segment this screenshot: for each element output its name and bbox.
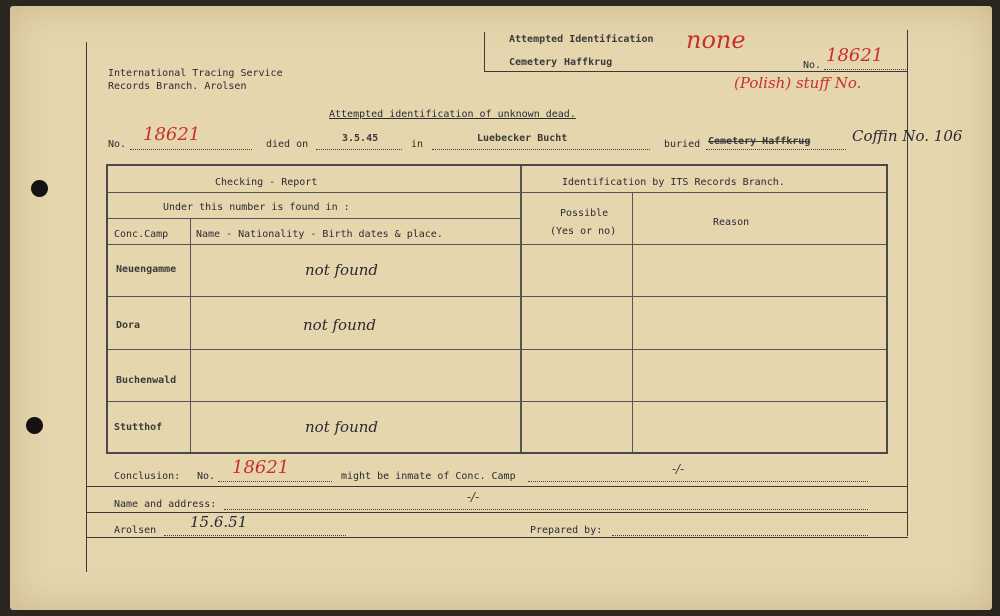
row-camp-4: Stutthof [114, 422, 163, 433]
arolsen-label: Arolsen [114, 525, 157, 536]
left-margin-line [86, 42, 87, 572]
cemetery-value: Haffkrug [564, 57, 613, 68]
record-no-dots [130, 149, 252, 150]
org-name: International Tracing Service [108, 68, 283, 79]
table-row-divider-3 [108, 401, 886, 402]
col-reason-header: Reason [713, 217, 750, 228]
row-camp-3: Buchenwald [116, 375, 177, 386]
in-dots [432, 149, 650, 150]
buried-dots [706, 149, 846, 150]
name-address-dots [224, 509, 868, 510]
row-camp-2: Dora [116, 320, 141, 331]
attempted-identification-value: none [686, 26, 746, 54]
table-row-divider-1 [108, 296, 886, 297]
id-box-left-line [484, 32, 485, 72]
conclusion-no-label: No. [197, 471, 216, 482]
died-on-label: died on [266, 139, 309, 150]
header-no-value: 18621 [826, 45, 884, 66]
col-name-header: Name - Nationality - Birth dates & place. [196, 229, 443, 240]
cemetery-label: Cemetery [509, 57, 558, 68]
found-in-header: Under this number is found in : [163, 202, 350, 213]
punch-hole-bottom [26, 417, 43, 434]
record-no-value: 18621 [143, 124, 201, 145]
id-box-bottom-line [484, 71, 908, 72]
right-margin-line [907, 30, 908, 536]
row-camp-1: Neuengamme [116, 264, 177, 275]
org-branch: Records Branch. Arolsen [108, 81, 247, 92]
prepared-by-dots [612, 535, 868, 536]
inmate-text: might be inmate of Conc. Camp [341, 471, 516, 482]
footer-divider-3 [86, 537, 908, 538]
buried-label: buried [664, 139, 701, 150]
identification-header: Identification by ITS Records Branch. [562, 177, 785, 188]
conclusion-no-dots [218, 481, 332, 482]
in-value: Luebecker Bucht [477, 133, 568, 144]
died-on-dots [316, 149, 402, 150]
polish-note: (Polish) stuff No. [734, 74, 862, 92]
header-no-dots [824, 69, 906, 70]
table-subheader-divider [108, 218, 520, 219]
table-camp-divider [190, 218, 191, 452]
inmate-value: -/- [672, 462, 685, 476]
col-possible-subheader: (Yes or no) [550, 226, 617, 237]
col-possible-header: Possible [560, 208, 609, 219]
header-no-label: No. [803, 60, 822, 71]
table-possible-divider [632, 192, 633, 452]
conclusion-no-value: 18621 [232, 457, 290, 478]
checking-report-header: Checking - Report [215, 177, 318, 188]
record-no-label: No. [108, 139, 127, 150]
name-address-label: Name and address: [114, 499, 217, 510]
arolsen-date: 15.6.51 [190, 513, 248, 531]
died-on-value: 3.5.45 [342, 133, 379, 144]
col-camp-header: Conc.Camp [114, 229, 169, 240]
table-section-divider [520, 166, 522, 452]
table-header-divider [108, 192, 886, 193]
conclusion-label: Conclusion: [114, 471, 181, 482]
arolsen-dots [164, 535, 346, 536]
name-address-value: -/- [467, 490, 480, 504]
row-result-4: not found [305, 418, 378, 436]
table-colheader-divider [108, 244, 886, 245]
in-label: in [411, 139, 424, 150]
punch-hole-top [31, 180, 48, 197]
coffin-note: Coffin No. 106 [852, 127, 963, 145]
inmate-dots [528, 481, 868, 482]
attempted-identification-label: Attempted Identification [509, 34, 654, 45]
prepared-by-label: Prepared by: [530, 525, 603, 536]
buried-value: Cemetery Haffkrug [708, 136, 811, 147]
table-row-divider-2 [108, 349, 886, 350]
footer-divider-1 [86, 486, 908, 487]
row-result-1: not found [305, 261, 378, 279]
row-result-2: not found [303, 316, 376, 334]
page-title: Attempted identification of unknown dead. [329, 109, 576, 120]
